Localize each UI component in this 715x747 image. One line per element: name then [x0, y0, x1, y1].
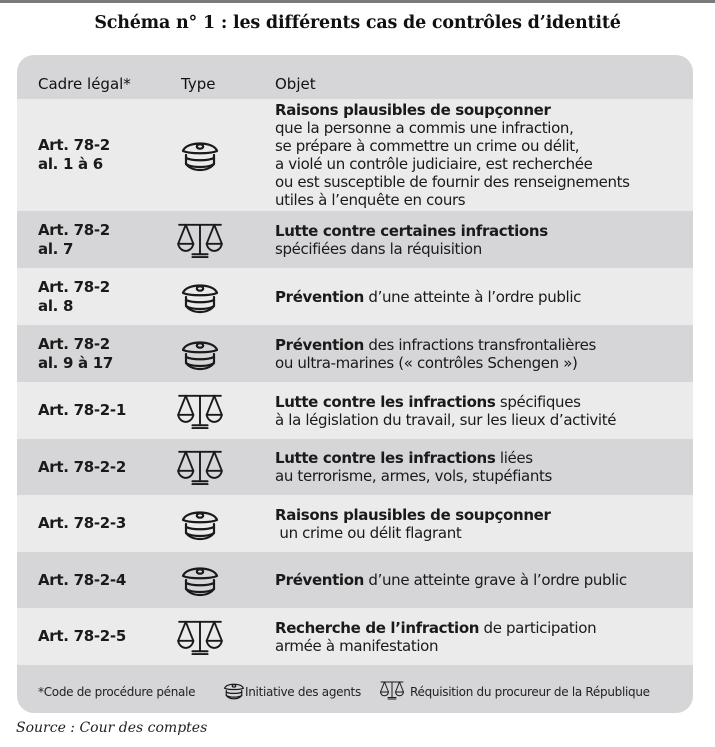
objet-cell	[275, 382, 685, 439]
objet-cell	[275, 211, 685, 268]
objet-text: a violé un contrôle judiciaire, est recherchée	[275, 155, 593, 173]
objet-line	[275, 222, 685, 240]
police-cap-icon	[175, 325, 225, 382]
cadre-legal-cell	[38, 439, 126, 495]
objet-emphasis: Recherche de l’infraction	[275, 618, 480, 637]
cadre-legal-line: Art. 78-2	[38, 334, 110, 353]
cadre-legal-line: al. 1 à 6	[38, 155, 103, 173]
cadre-legal-line: al. 9 à 17	[38, 353, 114, 372]
objet-text: utiles à l’enquête en cours	[275, 191, 466, 209]
objet-emphasis: Raisons plausibles de soupçonner	[275, 101, 551, 119]
objet-text: spécifiées dans la réquisition	[275, 239, 482, 258]
cadre-legal-line: al. 7	[38, 239, 74, 258]
objet-text: d’une atteinte à l’ordre public	[364, 287, 582, 306]
table-row	[17, 325, 693, 382]
cadre-legal-cell	[38, 325, 113, 382]
objet-line	[275, 524, 685, 542]
objet-line	[275, 288, 685, 306]
footnote-code: *Code de procédure pénale	[38, 685, 196, 699]
objet-text: ou ultra-marines (« contrôles Schengen »)	[275, 353, 578, 372]
table-row	[17, 608, 693, 665]
objet-emphasis: Prévention	[275, 335, 364, 354]
table-row	[17, 495, 693, 552]
objet-cell	[275, 495, 685, 552]
objet-emphasis: Lutte contre les infractions	[275, 392, 496, 411]
objet-text: de participation	[479, 618, 597, 637]
objet-text: d’une atteinte grave à l’ordre public	[364, 571, 627, 589]
cadre-legal-line: al. 8	[38, 296, 74, 315]
objet-text: armée à manifestation	[275, 636, 439, 655]
identity-checks-table	[17, 55, 693, 713]
table-header	[17, 55, 693, 99]
legend-agents: Initiative des agents	[245, 685, 361, 699]
table-row	[17, 99, 693, 211]
objet-line	[275, 191, 685, 209]
cadre-legal-line: Art. 78-2-5	[38, 627, 126, 645]
objet-line	[275, 137, 685, 155]
cadre-legal-cell	[38, 495, 126, 552]
table-row	[17, 439, 693, 495]
objet-cell	[275, 608, 685, 665]
objet-text: à la législation du travail, sur les lieux d’activité	[275, 410, 617, 429]
table-row	[17, 268, 693, 325]
top-divider	[0, 0, 715, 3]
header-cadre-legal: Cadre légal*	[38, 75, 131, 93]
police-cap-icon	[175, 552, 225, 608]
objet-emphasis: Lutte contre les infractions	[275, 449, 496, 467]
objet-line	[275, 119, 685, 137]
scales-icon	[175, 439, 225, 495]
objet-emphasis: Raisons plausibles de soupçonner	[275, 505, 551, 524]
cadre-legal-line: Art. 78-2-2	[38, 457, 126, 476]
police-cap-icon	[223, 680, 245, 701]
objet-cell	[275, 439, 685, 495]
objet-cell	[275, 552, 685, 608]
scales-icon	[175, 382, 225, 439]
cadre-legal-cell	[38, 552, 126, 608]
cadre-legal-cell	[38, 382, 126, 439]
cadre-legal-cell	[38, 268, 110, 325]
objet-cell	[275, 99, 685, 211]
scales-icon	[379, 680, 405, 700]
objet-line	[275, 173, 685, 191]
objet-line	[275, 571, 685, 589]
objet-line	[275, 449, 685, 467]
legend-requisition: Réquisition du procureur de la République	[410, 685, 650, 699]
cadre-legal-cell	[38, 211, 110, 268]
source-note: Source : Cour des comptes	[16, 720, 208, 736]
table-footer	[17, 665, 693, 713]
objet-line	[275, 467, 685, 485]
police-cap-icon	[175, 495, 225, 552]
objet-line	[275, 506, 685, 524]
police-cap-icon	[175, 268, 225, 325]
objet-line	[275, 637, 685, 655]
objet-line	[275, 619, 685, 637]
cadre-legal-line: Art. 78-2-3	[38, 514, 126, 532]
objet-line	[275, 101, 685, 119]
objet-line	[275, 354, 685, 372]
objet-line	[275, 240, 685, 258]
police-cap-icon	[175, 99, 225, 211]
objet-emphasis: Lutte contre certaines infractions	[275, 221, 548, 240]
cadre-legal-cell	[38, 99, 110, 211]
table-row	[17, 211, 693, 268]
scales-icon	[175, 211, 225, 268]
objet-text: liées	[495, 449, 533, 467]
table-row	[17, 552, 693, 608]
objet-line	[275, 393, 685, 411]
objet-text: ou est susceptible de fournir des renseignements	[275, 173, 630, 191]
scales-icon	[175, 608, 225, 665]
objet-text: spécifiques	[495, 392, 581, 411]
objet-line	[275, 411, 685, 429]
objet-cell	[275, 325, 685, 382]
objet-text: se prépare à commettre un crime ou délit,	[275, 137, 580, 155]
objet-text: au terrorisme, armes, vols, stupéfiants	[275, 467, 553, 485]
objet-text: un crime ou délit flagrant	[275, 523, 462, 542]
header-objet: Objet	[275, 75, 316, 93]
header-type: Type	[181, 75, 216, 93]
cadre-legal-line: Art. 78-2	[38, 220, 110, 239]
objet-line	[275, 336, 685, 354]
objet-text: que la personne a commis une infraction,	[275, 119, 574, 137]
cadre-legal-line: Art. 78-2-1	[38, 401, 126, 419]
objet-emphasis: Prévention	[275, 287, 364, 306]
cadre-legal-line: Art. 78-2	[38, 277, 110, 296]
cadre-legal-line: Art. 78-2	[38, 136, 110, 154]
objet-cell	[275, 268, 685, 325]
cadre-legal-line: Art. 78-2-4	[38, 570, 126, 589]
page-title: Schéma n° 1 : les différents cas de contrôles d’identité	[94, 13, 621, 33]
objet-line	[275, 155, 685, 173]
objet-emphasis: Prévention	[275, 571, 364, 589]
table-row	[17, 382, 693, 439]
cadre-legal-cell	[38, 608, 126, 665]
objet-text: des infractions transfrontalières	[364, 335, 596, 354]
